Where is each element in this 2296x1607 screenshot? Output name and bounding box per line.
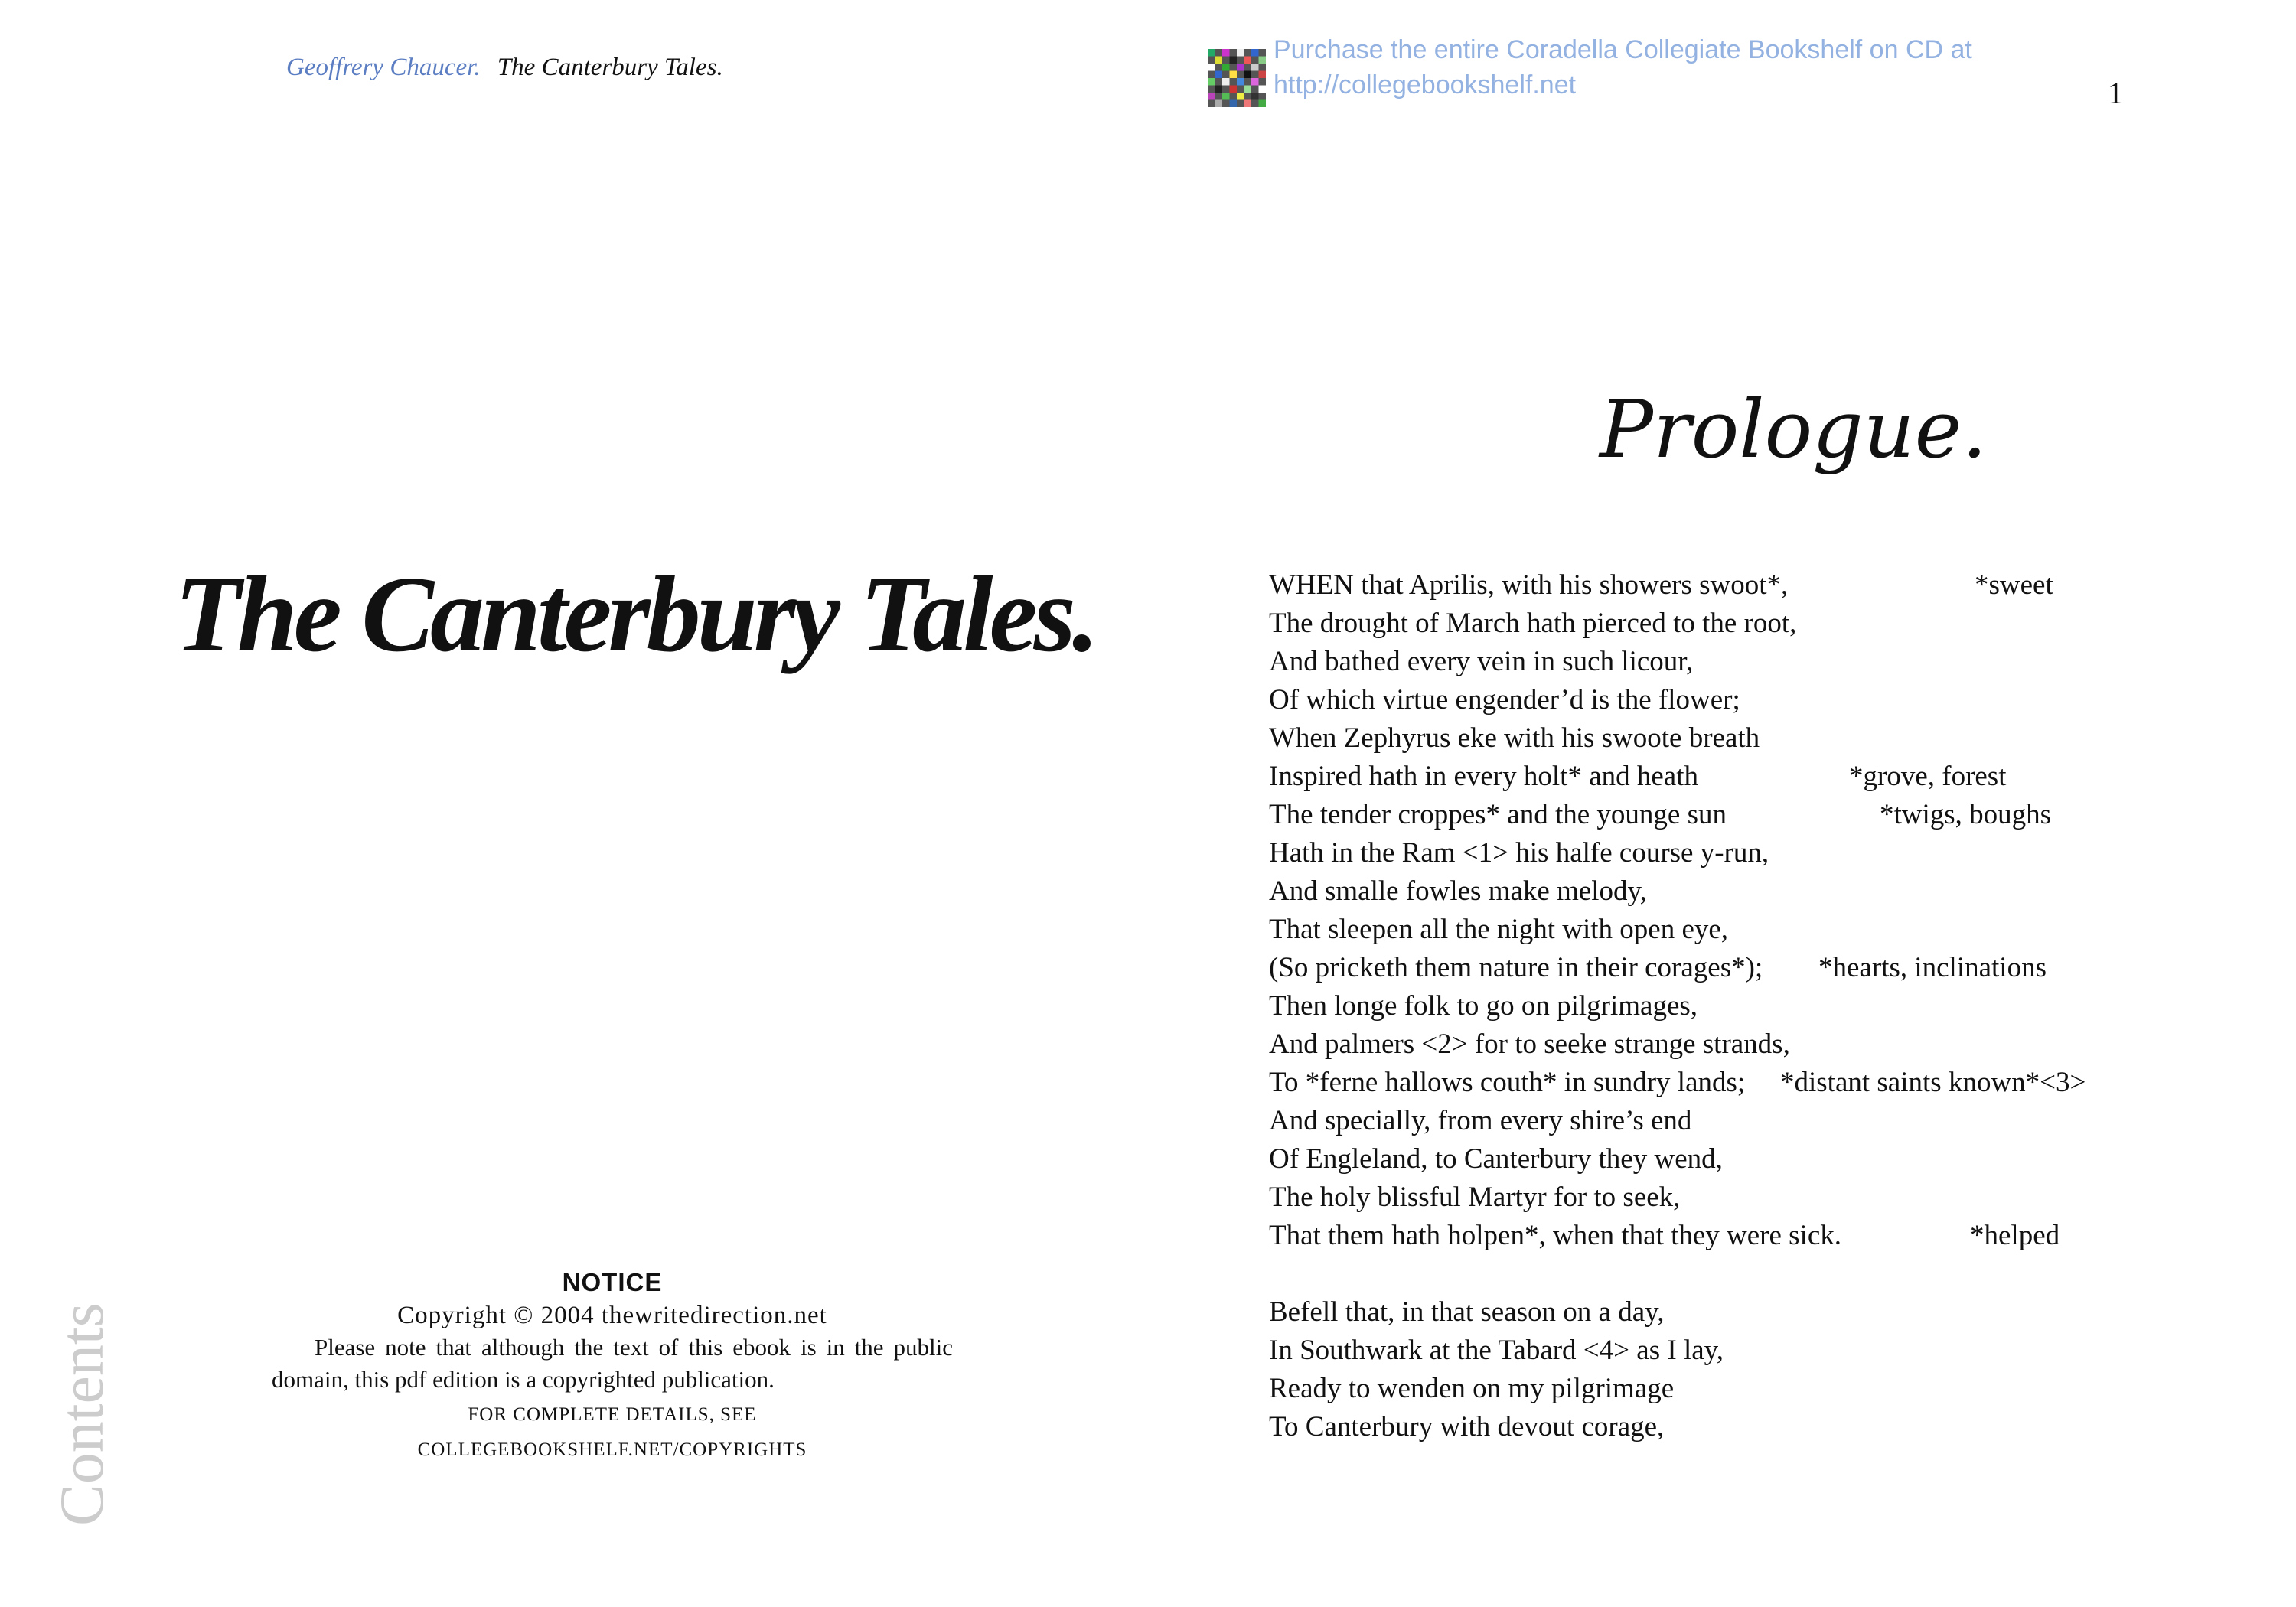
verse-line — [1269, 681, 2233, 719]
verse-line-text: Of Engleland, to Canterbury they wend, — [1269, 1143, 1723, 1175]
verse-line — [1269, 1217, 2233, 1255]
running-head-book-title: The Canterbury Tales. — [497, 54, 723, 81]
verse-line-text: (So pricketh them nature in their corages*); — [1269, 952, 1763, 983]
verse-line — [1269, 1293, 2233, 1332]
verse-line-text: And specially, from every shire’s end — [1269, 1105, 1692, 1136]
verse-line — [1269, 1064, 2233, 1102]
verse-gloss: *distant saints known*<3> — [1780, 1067, 2086, 1098]
verse-gloss: *twigs, boughs — [1880, 799, 2052, 830]
running-head — [286, 54, 723, 82]
verse-line — [1269, 1370, 2233, 1408]
verse-line-text: The holy blissful Martyr for to seek, — [1269, 1182, 1681, 1213]
verse-line-text: Ready to wenden on my pilgrimage — [1269, 1373, 1675, 1404]
verse-line-text: The drought of March hath pierced to the root, — [1269, 608, 1797, 639]
verse-line — [1269, 1025, 2233, 1064]
verse-line-text: That sleepen all the night with open eye, — [1269, 914, 1729, 945]
verse-line-text: Of which virtue engender’d is the flower; — [1269, 684, 1740, 715]
contents-link[interactable]: Contents — [47, 1302, 116, 1526]
verse-line-text: Then longe folk to go on pilgrimages, — [1269, 990, 1698, 1022]
verse-line-text: And bathed every vein in such licour, — [1269, 646, 1694, 677]
verse-line — [1269, 1332, 2233, 1370]
verse-line-text: To Canterbury with devout corage, — [1269, 1411, 1665, 1442]
verse-line — [1269, 605, 2233, 643]
verse-line-text: WHEN that Aprilis, with his showers swoot*, — [1269, 569, 1789, 601]
verse-line-text: In Southwark at the Tabard <4> as I lay, — [1269, 1335, 1724, 1366]
promo-url[interactable]: http://collegebookshelf.net — [1274, 70, 1577, 99]
notice-heading: NOTICE — [562, 1268, 663, 1296]
verse-line — [1269, 1408, 2233, 1446]
verse-line-text: When Zephyrus eke with his swoote breath — [1269, 722, 1760, 754]
verse-line — [1269, 872, 2233, 911]
verse-line-text: And smalle fowles make melody, — [1269, 875, 1647, 907]
book-title: The Canterbury Tales. — [174, 553, 1096, 674]
verse-line — [1269, 566, 2233, 605]
verse-text — [1269, 566, 2233, 1446]
copyright-notice — [230, 1266, 995, 1466]
verse-line — [1269, 1140, 2233, 1178]
verse-gloss: *hearts, inclinations — [1818, 952, 2047, 983]
verse-line — [1269, 987, 2233, 1025]
notice-copyright: Copyright © 2004 thewritedirection.net — [397, 1302, 827, 1329]
verse-line — [1269, 1102, 2233, 1140]
verse-line-text: Inspired hath in every holt* and heath — [1269, 761, 1698, 792]
verse-line — [1269, 1178, 2233, 1217]
verse-gloss: *sweet — [1975, 569, 2053, 601]
notice-details-line1: FOR COMPLETE DETAILS, SEE — [468, 1404, 757, 1425]
verse-gloss: *helped — [1970, 1220, 2060, 1251]
verse-line-text: That them hath holpen*, when that they were sick. — [1269, 1220, 1842, 1251]
promo-text-line1[interactable]: Purchase the entire Coradella Collegiate Bookshelf on CD at — [1274, 35, 1972, 64]
verse-line-text: Befell that, in that season on a day, — [1269, 1296, 1665, 1328]
notice-details-link[interactable]: COLLEGEBOOKSHELF.NET/COPYRIGHTS — [417, 1439, 807, 1460]
verse-line-text: And palmers <2> for to seeke strange strands, — [1269, 1028, 1790, 1060]
verse-line — [1269, 911, 2233, 949]
verse-line — [1269, 719, 2233, 758]
promo-link[interactable] — [1274, 32, 1972, 103]
section-title: Prologue. — [1600, 383, 1988, 476]
verse-line — [1269, 949, 2233, 987]
stanza-break — [1269, 1255, 2233, 1293]
verse-line-text: To *ferne hallows couth* in sundry lands; — [1269, 1067, 1746, 1098]
page-number: 1 — [2108, 76, 2123, 110]
notice-body: Please note that although the text of this ebook is in the public domain, this pdf edition is a copyrighted publication. — [272, 1334, 953, 1393]
verse-line — [1269, 643, 2233, 681]
verse-line-text: Hath in the Ram <1> his halfe course y-run, — [1269, 837, 1769, 869]
verse-line — [1269, 758, 2233, 796]
verse-gloss: *grove, forest — [1849, 761, 2007, 792]
verse-line — [1269, 834, 2233, 872]
bookshelf-logo-icon[interactable] — [1208, 49, 1266, 107]
verse-line-text: The tender croppes* and the younge sun — [1269, 799, 1727, 830]
running-head-author: Geoffrery Chaucer. — [286, 54, 481, 81]
verse-line — [1269, 796, 2233, 834]
